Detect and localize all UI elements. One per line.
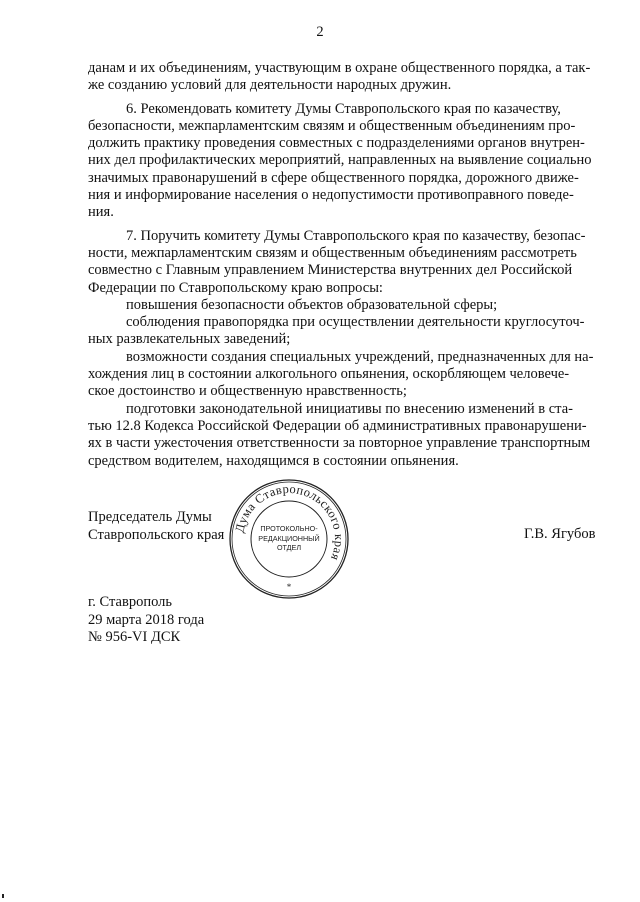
paragraph-line: тью 12.8 Кодекса Российской Федерации об административных правонарушени-: [88, 417, 587, 434]
stamp-center-line: РЕДАКЦИОННЫЙ: [258, 533, 320, 543]
paragraph-line: возможности создания специальных учреждений, предназначенных для на-: [126, 348, 594, 365]
page-number: 2: [316, 24, 324, 40]
paragraph-line: них дел профилактических мероприятий, направленных на выявление социально: [88, 152, 592, 169]
stamp-center-text: [250, 524, 328, 553]
paragraph-line: ния.: [88, 204, 114, 221]
paragraph-line: ское достоинство и общественную нравственность;: [88, 383, 407, 400]
paragraph-line: значимых правонарушений в сфере общественного порядка, дорожного движе-: [88, 169, 579, 186]
document-footer: [88, 594, 204, 647]
signature-position-line: Ставропольского края: [88, 527, 225, 543]
scan-speck: [2, 894, 4, 898]
signature-position-line: Председатель Думы: [88, 509, 212, 525]
signature-position: [88, 508, 224, 544]
paragraph-line: хождения лиц в состоянии алкогольного опьянения, оскорбляющем человече-: [88, 366, 570, 383]
stamp-ring-text: Дума Ставропольского края: [232, 481, 347, 563]
paragraph-line: безопасности, межпарламентским связям и общественным объединениям про-: [88, 117, 576, 134]
paragraph-line: ных развлекательных заведений;: [88, 331, 291, 348]
stamp-center-line: ПРОТОКОЛЬНО-: [260, 524, 318, 533]
paragraph-line: Федерации по Ставропольскому краю вопросы:: [88, 279, 383, 296]
paragraph-line: соблюдения правопорядка при осуществлении деятельности круглосуточ-: [126, 314, 585, 331]
document-body: [88, 60, 594, 470]
paragraph-line: средством водителем, находящимся в состоянии опьянения.: [88, 452, 459, 469]
footer-date: 29 марта 2018 года: [88, 611, 205, 628]
paragraph-line: же созданию условий для деятельности народных дружин.: [88, 77, 452, 94]
paragraph-line: совместно с Главным управлением Министерства внутренних дел Российской: [88, 262, 573, 279]
paragraph-line: 7. Поручить комитету Думы Ставропольского края по казачеству, безопас-: [126, 227, 586, 244]
footer-number: № 956-VI ДСК: [88, 629, 181, 645]
paragraph-line: данам и их объединениям, участвующим в охране общественного порядка, а так-: [88, 60, 591, 76]
paragraph-line: повышения безопасности объектов образовательной сферы;: [126, 296, 498, 313]
signature-name: Г.В. Ягубов: [524, 526, 596, 542]
paragraph-line: ности, межпарламентским связям и общественным объединениям рассмотреть: [88, 244, 577, 261]
paragraph-line: ния и информирование населения о недопустимости противоправного поведе-: [88, 187, 574, 204]
svg-text:*: *: [286, 582, 292, 592]
stamp-center-line: ОТДЕЛ: [276, 543, 302, 552]
paragraph-line: 6. Рекомендовать комитету Думы Ставропольского края по казачеству,: [126, 100, 561, 117]
paragraph-line: подготовки законодательной инициативы по внесению изменений в ста-: [126, 400, 573, 417]
paragraph-line: ях в части ужесточения ответственности за повторное управление транспортным: [88, 435, 591, 452]
footer-city: г. Ставрополь: [88, 594, 173, 610]
official-stamp: [228, 478, 350, 600]
paragraph-line: должить практику проведения совместных с подразделениями органов внутрен-: [88, 135, 585, 152]
